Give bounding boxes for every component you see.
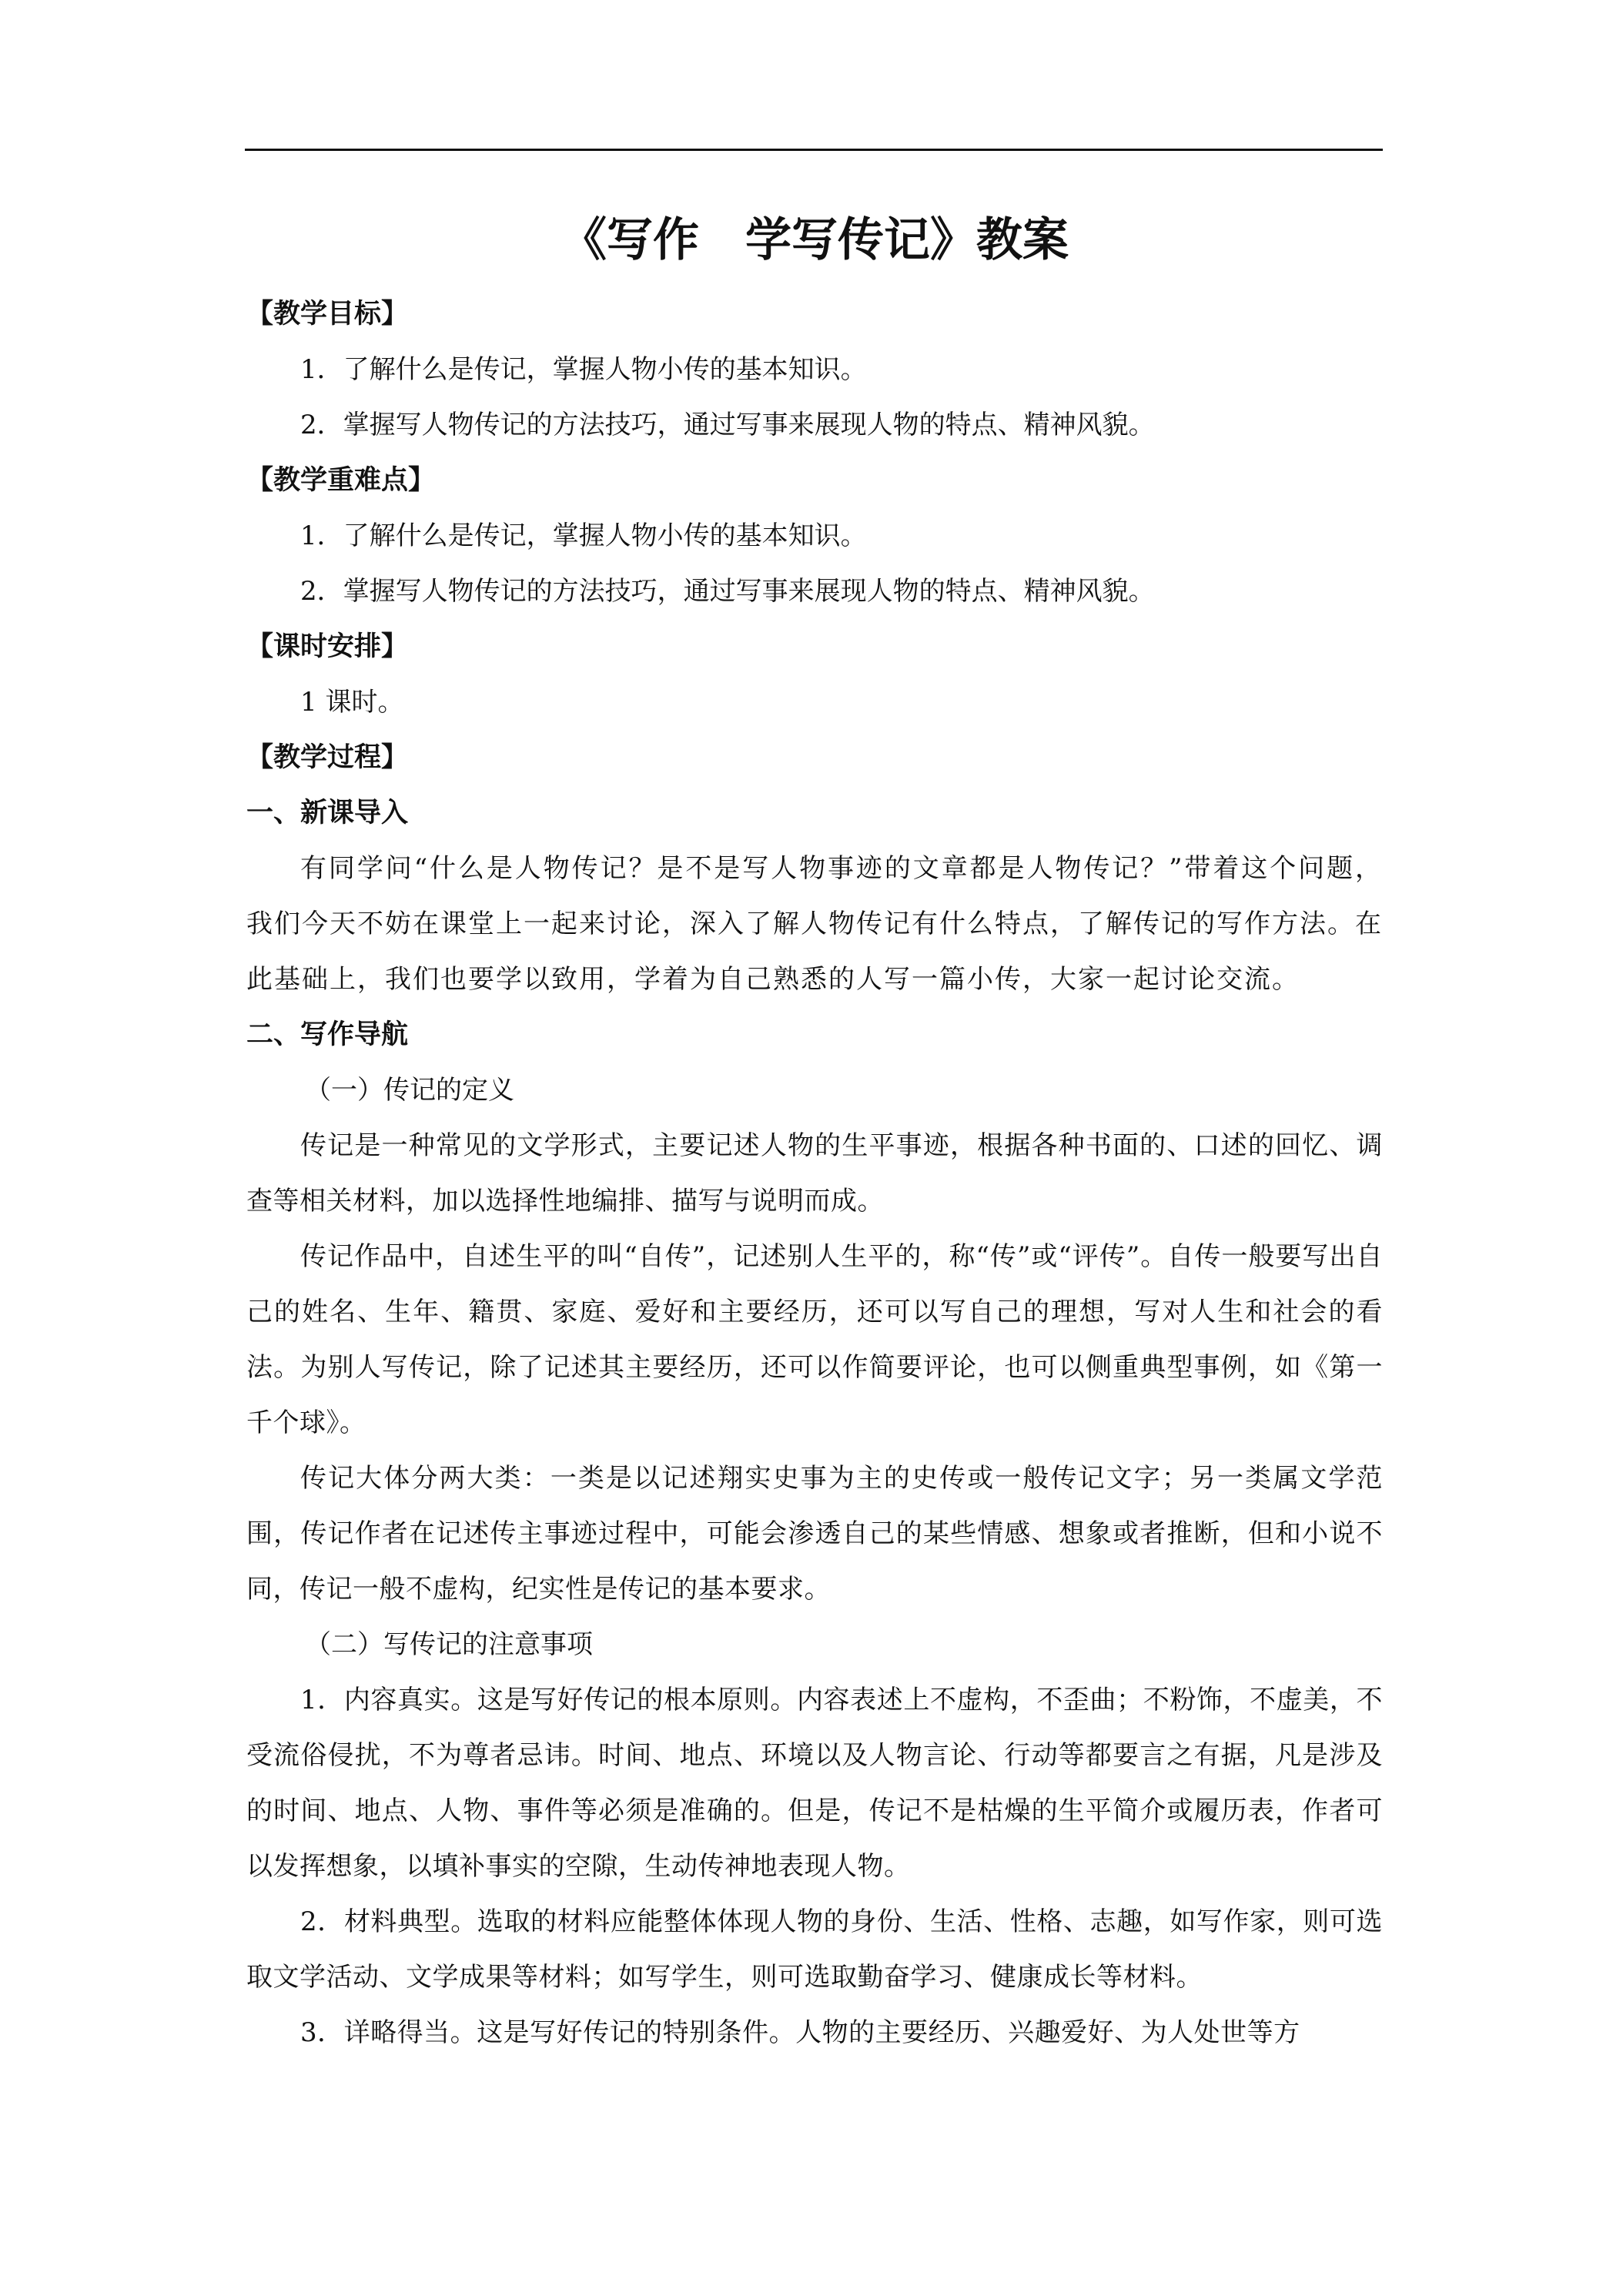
sub1-paragraph-3: 传记大体分两大类：一类是以记述翔实史事为主的史传或一般传记文字；另一类属文学范围，传记作者在记述传主事迹过程中，可能会渗透自己的某些情感、想象或者推断，但和小说不同，传记一般不虚构，纪实性是传记的基本要求。 bbox=[246, 1463, 1383, 1605]
key-point-item-1: 1．了解什么是传记，掌握人物小传的基本知识。 bbox=[300, 520, 867, 551]
section-heading-key-points: 【教学重难点】 bbox=[246, 464, 436, 496]
section-heading-process: 【教学过程】 bbox=[246, 741, 409, 773]
sub1-heading: （一）传记的定义 bbox=[305, 1075, 514, 1106]
part1-heading: 一、新课导入 bbox=[246, 797, 409, 828]
sub2-heading: （二）写传记的注意事项 bbox=[305, 1629, 593, 1660]
schedule-text: 1 课时。 bbox=[300, 687, 404, 718]
document-title: 《写作 学写传记》教案 bbox=[561, 213, 1069, 267]
sub2-paragraph-1: 1．内容真实。这是写好传记的根本原则。内容表述上不虚构，不歪曲；不粉饰，不虚美，不受流俗侵扰，不为尊者忌讳。时间、地点、环境以及人物言论、行动等都要言之有据，凡是涉及的时间、地点、人物、事件等必须是准确的。但是，传记不是枯燥的生平简介或履历表，作者可以发挥想象，以填补事实的空隙，生动传神地表现人物。 bbox=[246, 1685, 1383, 1882]
sub1-paragraph-1: 传记是一种常见的文学形式，主要记述人物的生平事迹，根据各种书面的、口述的回忆、调查等相关材料，加以选择性地编排、描写与说明而成。 bbox=[246, 1130, 1383, 1217]
part2-heading: 二、写作导航 bbox=[246, 1019, 409, 1050]
sub1-paragraph-2: 传记作品中，自述生平的叫“自传”，记述别人生平的，称“传”或“评传”。自传一般要写出自己的姓名、生年、籍贯、家庭、爱好和主要经历，还可以写自己的理想，写对人生和社会的看法。为别人写传记，除了记述其主要经历，还可以作简要评论，也可以侧重典型事例，如《第一千个球》。 bbox=[246, 1241, 1383, 1438]
sub2-paragraph-2: 2．材料典型。选取的材料应能整体体现人物的身份、生活、性格、志趣，如写作家，则可选取文学活动、文学成果等材料；如写学生，则可选取勤奋学习、健康成长等材料。 bbox=[246, 1906, 1383, 1993]
section-heading-schedule: 【课时安排】 bbox=[246, 631, 409, 662]
key-point-item-2: 2．掌握写人物传记的方法技巧，通过写事来展现人物的特点、精神风貌。 bbox=[300, 576, 1155, 607]
header-rule bbox=[245, 149, 1383, 151]
section-heading-goals: 【教学目标】 bbox=[246, 298, 409, 330]
sub2-paragraph-3: 3．详略得当。这是写好传记的特别条件。人物的主要经历、兴趣爱好、为人处世等方 bbox=[300, 2017, 1300, 2048]
document-body bbox=[246, 202, 1383, 2060]
part1-paragraph: 有同学问“什么是人物传记？是不是写人物事迹的文章都是人物传记？”带着这个问题，我们今天不妨在课堂上一起来讨论，深入了解人物传记有什么特点，了解传记的写作方法。在此基础上，我们也要学以致用，学着为自己熟悉的人写一篇小传，大家一起讨论交流。 bbox=[246, 853, 1383, 995]
goal-item-2: 2．掌握写人物传记的方法技巧，通过写事来展现人物的特点、精神风貌。 bbox=[300, 410, 1155, 440]
goal-item-1: 1．了解什么是传记，掌握人物小传的基本知识。 bbox=[300, 354, 867, 385]
